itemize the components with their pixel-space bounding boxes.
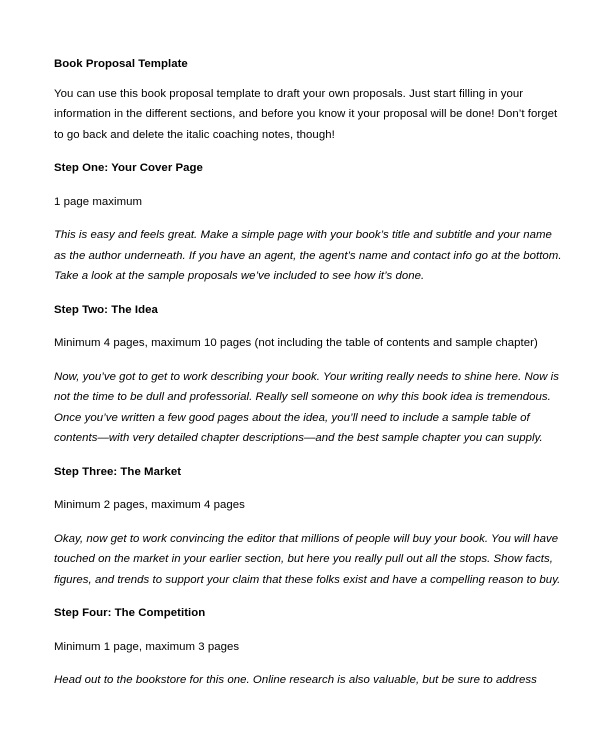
page-limit: Minimum 4 pages, maximum 10 pages (not including the table of contents and sample chapter) bbox=[54, 337, 538, 349]
coaching-note-line: Once you’ve written a few good pages about the idea, you’ll need to include a sample table of bbox=[54, 411, 530, 424]
section-idea bbox=[54, 300, 559, 449]
section-heading: Step One: Your Cover Page bbox=[54, 162, 203, 174]
coaching-note-line: Okay, now get to work convincing the editor that millions of people will buy your book. You will have bbox=[54, 532, 559, 545]
coaching-note-line: Take a look at the sample proposals we’ve included to see how it’s done. bbox=[54, 270, 425, 282]
coaching-note-line: contents—with very detailed chapter descriptions—and the best sample chapter you can supply. bbox=[54, 432, 543, 444]
section-heading: Step Three: The Market bbox=[54, 465, 182, 478]
intro-line: to go back and delete the italic coaching notes, though! bbox=[54, 128, 335, 141]
page-limit: Minimum 1 page, maximum 3 pages bbox=[54, 640, 240, 653]
section-heading: Step Two: The Idea bbox=[54, 303, 158, 316]
section-market bbox=[54, 462, 561, 591]
coaching-note-line: This is easy and feels great. Make a simple page with your book’s title and subtitle and your name bbox=[54, 229, 552, 241]
section-competition bbox=[54, 603, 554, 691]
coaching-note-line: touched on the market in your earlier section, but here you really pull out all the stops. Show facts, bbox=[54, 553, 553, 565]
coaching-note-line: Head out to the bookstore for this one. Online research is also valuable, but be sure to address bbox=[54, 674, 537, 686]
coaching-note-line: not the time to be dull and professorial. Really sell someone on why this book idea is tremendous. bbox=[54, 391, 551, 403]
coaching-note-line: Now, you’ve got to get to work describing your book. Your writing really needs to shine here. Now is bbox=[54, 370, 559, 383]
section-heading: Step Four: The Competition bbox=[54, 607, 206, 619]
coaching-note-line: figures, and trends to support your claim that these folks exist and have a compelling reason to buy. bbox=[54, 573, 561, 586]
intro-line: You can use this book proposal template to draft your own proposals. Just start filling in your bbox=[54, 87, 524, 100]
intro-paragraph bbox=[54, 84, 558, 146]
intro-line: information in the different sections, and before you know it your proposal will be done! Don’t forget bbox=[54, 108, 558, 120]
document-body bbox=[54, 54, 562, 691]
page-limit: 1 page maximum bbox=[54, 195, 143, 208]
coaching-note-line: as the author underneath. If you have an agent, the agent’s name and contact info go at the bottom. bbox=[54, 249, 562, 262]
document-title: Book Proposal Template bbox=[54, 58, 188, 70]
section-cover-page bbox=[54, 158, 562, 287]
page-limit: Minimum 2 pages, maximum 4 pages bbox=[54, 499, 245, 511]
